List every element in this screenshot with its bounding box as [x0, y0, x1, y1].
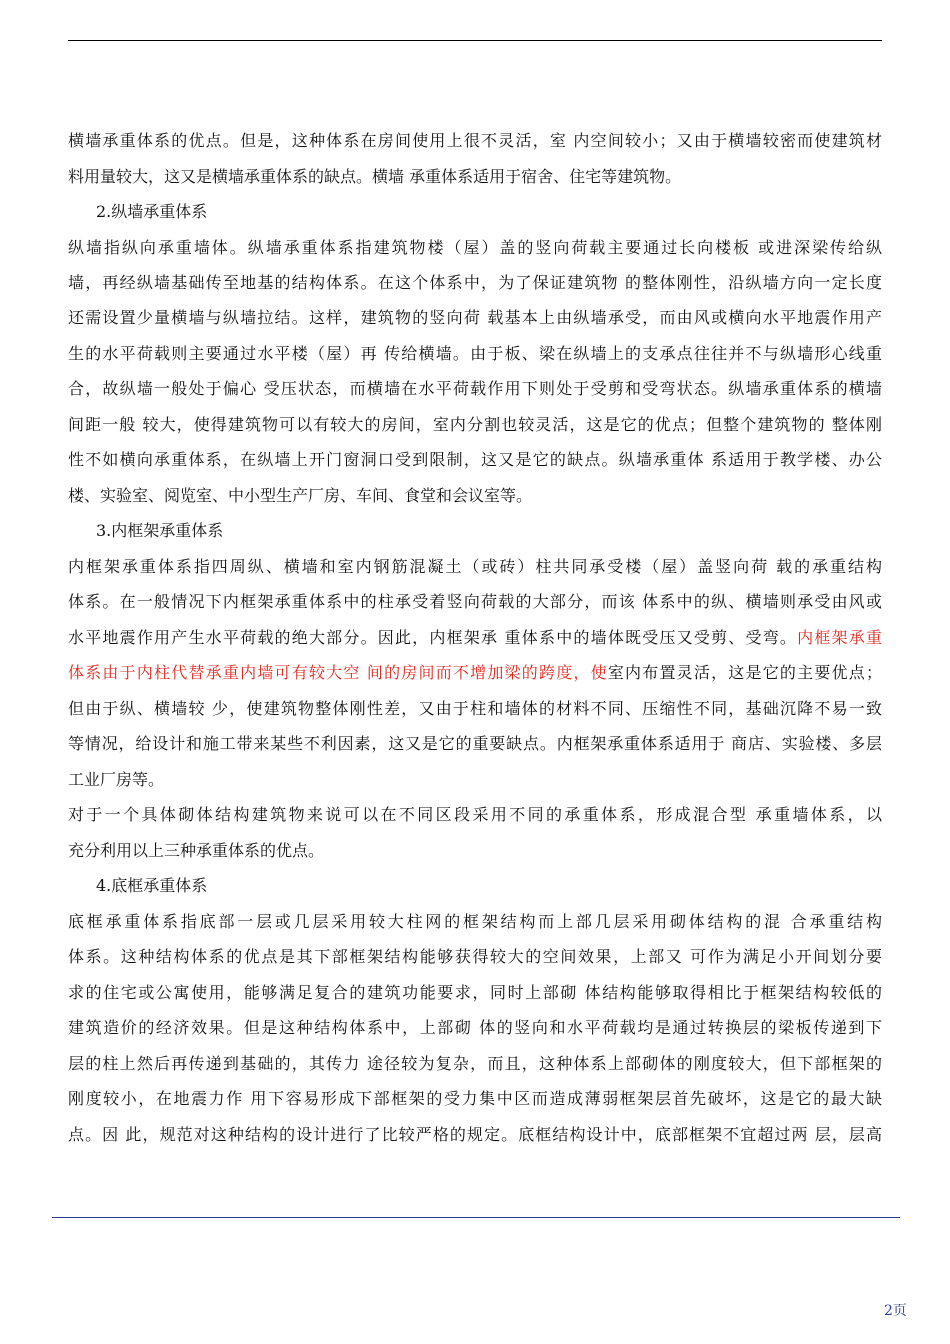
text-line: 点。因 此，规范对这种结构的设计进行了比较严格的规定。底框结构设计中，底部框架不宜超过两 层，层高	[68, 1125, 882, 1144]
text-line: 间距一般 较大，使得建筑物可以有较大的房间，室内分割也较灵活，这是它的优点；但整个建筑物的 整体刚	[68, 415, 882, 434]
text-line	[68, 658, 882, 688]
text-line: 性不如横向承重体系，在纵墙上开门窗洞口受到限制，这又是它的缺点。纵墙承重体 系适用于教学楼、办公	[68, 450, 882, 469]
text-line: 楼、实验室、阅览室、中小型生产厂房、车间、食堂和会议室等。	[68, 486, 533, 505]
text-line: 体系。这种结构体系的优点是其下部框架结构能够获得较大的空间效果，上部又 可作为满足小开间划分要	[68, 947, 882, 966]
text-line: 底框承重体系指底部一层或几层采用较大柱网的框架结构而上部几层采用砌体结构的混 合承重结构	[68, 912, 882, 931]
text-line: 内框架承重体系指四周纵、横墙和室内钢筋混凝土（或砖）柱共同承受楼（屋）盖竖向荷 载的承重结构	[68, 557, 882, 576]
header-rule	[68, 40, 882, 41]
page-number: 2页	[884, 1303, 907, 1319]
text-line: 充分利用以上三种承重体系的优点。	[68, 841, 325, 860]
text-line: 对于一个具体砌体结构建筑物来说可以在不同区段采用不同的承重体系，形成混合型 承重墙体系，以	[68, 805, 882, 824]
text-line: 刚度较小，在地震力作 用下容易形成下部框架的受力集中区而造成薄弱框架层首先破坏，这是它的最大缺	[68, 1089, 882, 1108]
text-line: 等情况，给设计和施工带来某些不利因素，这又是它的重要缺点。内框架承重体系适用于 商店、实验楼、多层	[68, 734, 882, 753]
section-heading: 3.内框架承重体系	[96, 521, 224, 540]
text-segment: 水平地震作用产生水平荷载的绝大部分。因此，内框架承 重体系中的墙体既受压又受剪、受弯。	[68, 628, 798, 647]
text-line: 料用量较大，这又是横墙承重体系的缺点。横墙 承重体系适用于宿舍、住宅等建筑物。	[68, 167, 682, 186]
section-heading: 2.纵墙承重体系	[96, 202, 208, 221]
text-line: 体系。在一般情况下内框架承重体系中的柱承受着竖向荷载的大部分，而该 体系中的纵、横墙则承受由风或	[68, 592, 882, 611]
text-line: 墙，再经纵墙基础传至地基的结构体系。在这个体系中，为了保证建筑物 的整体刚性，沿纵墙方向一定长度	[68, 273, 882, 292]
text-line: 求的住宅或公寓使用，能够满足复合的建筑功能要求，同时上部砌 体结构能够取得相比于框架结构较低的	[68, 983, 882, 1002]
text-line: 横墙承重体系的优点。但是，这种体系在房间使用上很不灵活，室 内空间较小；又由于横墙较密而使建筑材	[68, 131, 882, 150]
text-line: 生的水平荷载则主要通过水平楼（屋）再 传给横墙。由于板、梁在纵墙上的支承点往往并不与纵墙形心线重	[68, 344, 882, 363]
text-line: 层的柱上然后再传递到基础的，其传力 途径较为复杂，而且，这种体系上部砌体的刚度较大，但下部框架的	[68, 1054, 882, 1073]
text-line: 纵墙指纵向承重墙体。纵墙承重体系指建筑物楼（屋）盖的竖向荷载主要通过长向楼板 或进深梁传给纵	[68, 238, 882, 257]
section-heading: 4.底框承重体系	[96, 876, 208, 895]
text-line: 工业厂房等。	[68, 770, 165, 789]
text-line: 建筑造价的经济效果。但是这种结构体系中，上部砌 体的竖向和水平荷载均是通过转换层的梁板传递到下	[68, 1018, 882, 1037]
text-segment: 室内布置灵活，这是它的主要优点；	[607, 663, 882, 682]
highlighted-text: 体系由于内柱代替承重内墙可有较大空 间的房间而不增加梁的跨度，使	[68, 663, 608, 682]
text-line: 但由于纵、横墙较 少，使建筑物整体刚性差，又由于柱和墙体的材料不同、压缩性不同，基础沉降不易一致	[68, 699, 882, 718]
highlighted-text: 内框架承重	[797, 628, 882, 647]
text-line: 合，故纵墙一般处于偏心 受压状态，而横墙在水平荷载作用下则处于受剪和受弯状态。纵墙承重体系的横墙	[68, 379, 882, 398]
text-line: 还需设置少量横墙与纵墙拉结。这样，建筑物的竖向荷 载基本上由纵墙承受，而由风或横向水平地震作用产	[68, 308, 882, 327]
footer-rule	[52, 1217, 900, 1218]
text-line	[68, 623, 882, 653]
